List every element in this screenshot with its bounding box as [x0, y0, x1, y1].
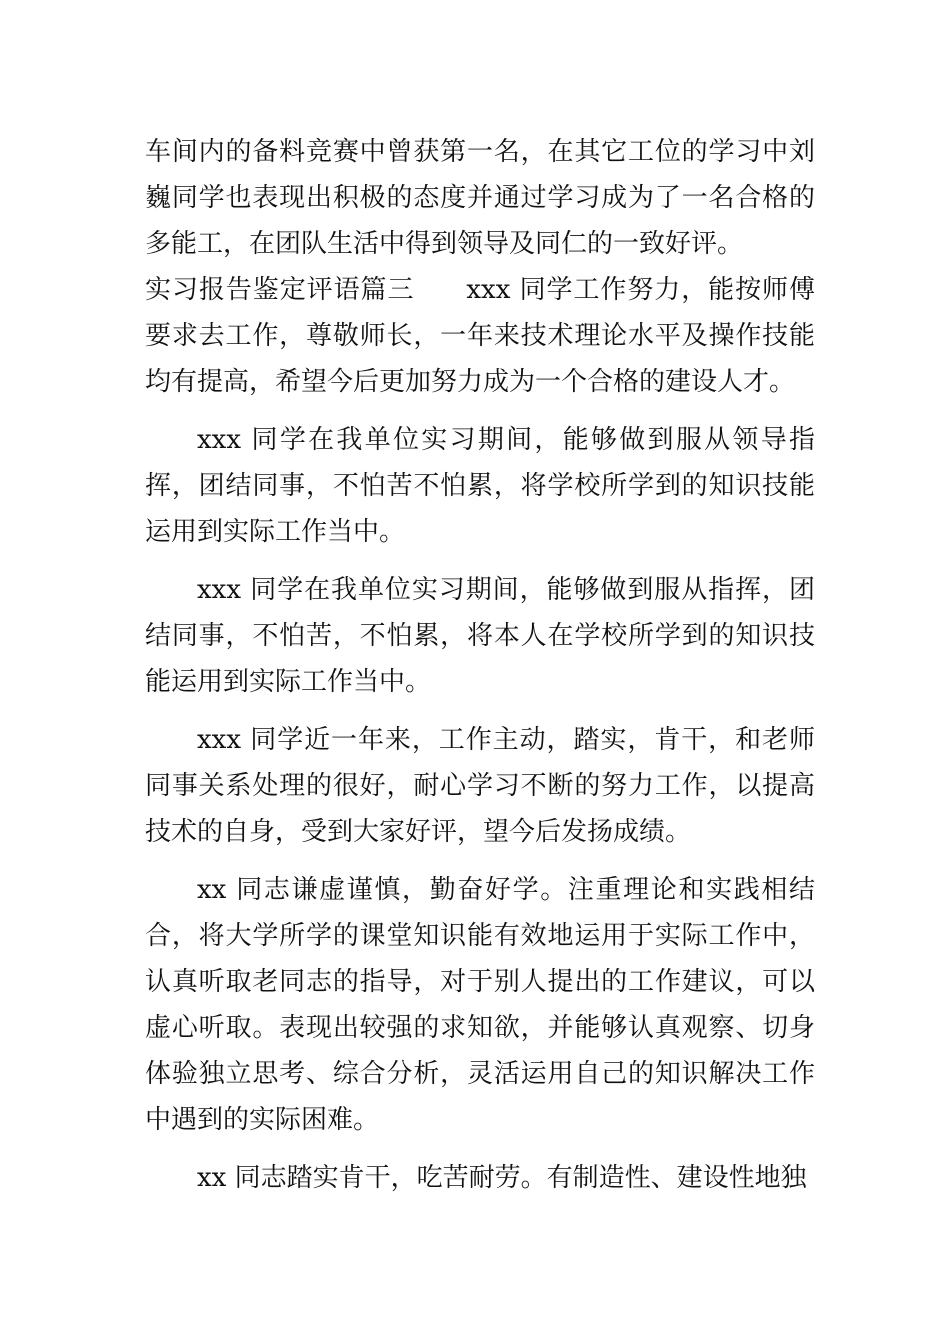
paragraph-2-text: xxx 同学工作努力，能按师傅要求去工作，尊敬师长，一年来技术理论水平及操作技能均有提高，希望今后更加努力成为一个合格的建设人才。 — [145, 275, 815, 397]
paragraph-7: xx 同志踏实肯干，吃苦耐劳。有制造性、建设性地独 — [197, 1163, 807, 1193]
paragraph-4: xxx 同学在我单位实习期间，能够做到服从指挥，团结同事，不怕苦，不怕累，将本人在学校所学到的知识技能运用到实际工作当中。 — [145, 575, 815, 697]
paragraph-6: xx 同志谦虚谨慎，勤奋好学。注重理论和实践相结合，将大学所学的课堂知识能有效地运用于实际工作中，认真听取老同志的指导，对于别人提出的工作建议，可以虚心听取。表现出较强的求知欲，并能够认真观察、切身体验独立思考、综合分析，灵活运用自己的知识解决工作中遇到的实际困难。 — [145, 875, 815, 1135]
paragraph-3: xxx 同学在我单位实习期间，能够做到服从领导指挥，团结同事，不怕苦不怕累，将学校所学到的知识技能运用到实际工作当中。 — [145, 425, 815, 547]
paragraph-1: 车间内的备料竞赛中曾获第一名，在其它工位的学习中刘巍同学也表现出积极的态度并通过学习成为了一名合格的多能工，在团队生活中得到领导及同仁的一致好评。 — [145, 137, 815, 259]
paragraph-5: xxx 同学近一年来，工作主动，踏实，肯干，和老师同事关系处理的很好，耐心学习不断的努力工作，以提高技术的自身，受到大家好评，望今后发扬成绩。 — [145, 725, 815, 847]
document-body — [145, 129, 815, 1201]
paragraph-2 — [145, 267, 815, 405]
section-heading: 实习报告鉴定评语篇三 — [145, 275, 415, 305]
